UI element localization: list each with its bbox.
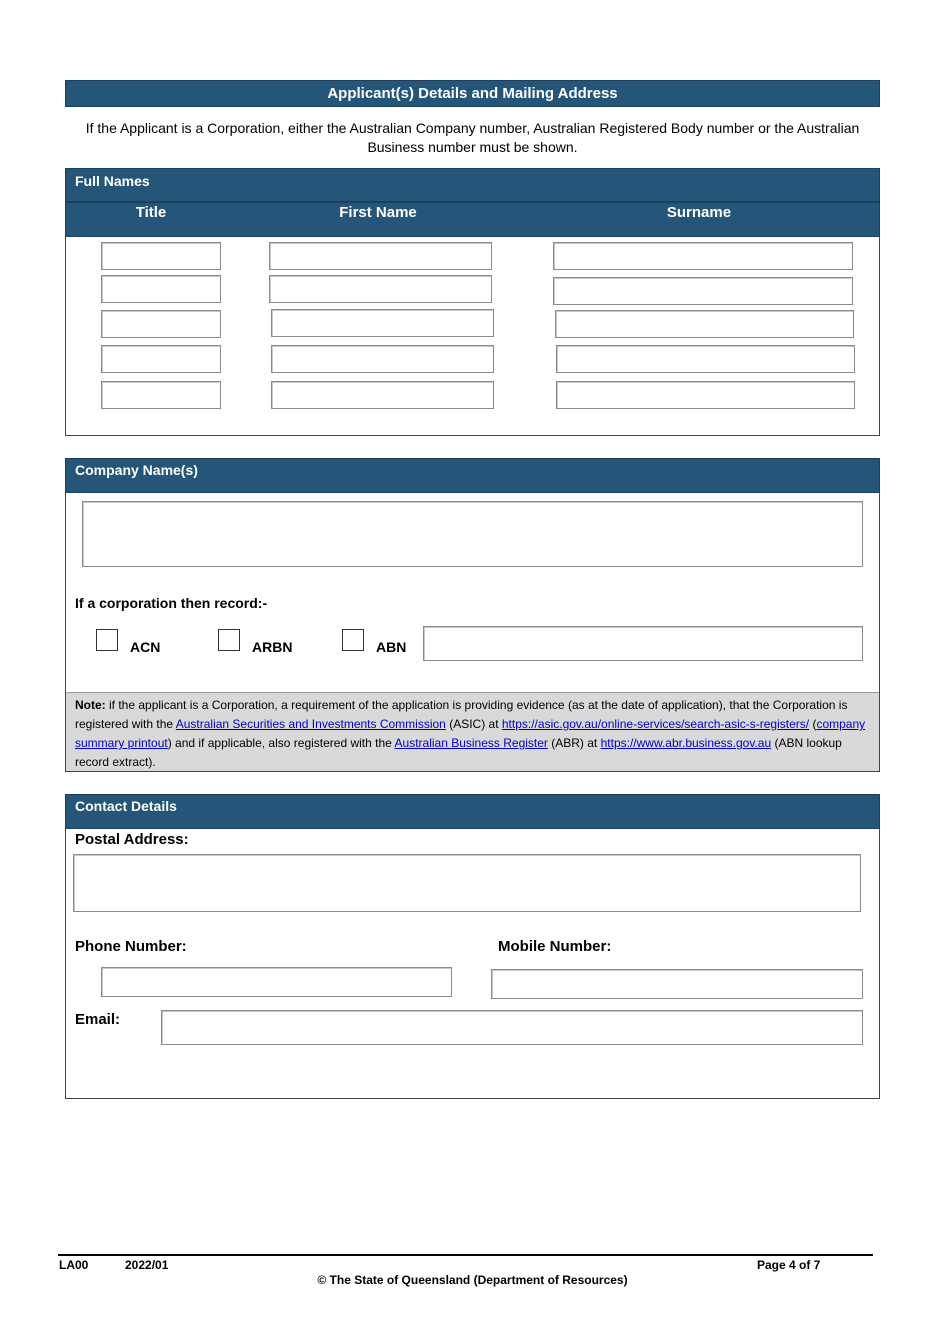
footer-copyright: © The State of Queensland (Department of Resources) [317, 1273, 628, 1287]
postal-address-input[interactable] [73, 854, 861, 912]
phone-number-input[interactable] [101, 967, 452, 997]
surname-input-3[interactable] [555, 310, 854, 338]
title-input-4[interactable] [101, 345, 221, 373]
corporation-number-input[interactable] [423, 626, 863, 661]
abn-checkbox[interactable] [342, 629, 364, 651]
title-input-3[interactable] [101, 310, 221, 338]
arbn-checkbox[interactable] [218, 629, 240, 651]
footer-form-code: LA00 [59, 1258, 89, 1272]
corporation-note: Note: if the applicant is a Corporation, a requirement of the application is providing evidence (as at the date of application), that the Corporation is registered with the Australian Securities and Investments Commission (ASIC) at https://asic.gov.au/online-services/search-asic-s-registers/ (company summary printout) and if applicable, also registered with the Australian Business Register (ABR) at https://www.abr.business.gov.au (ABN lookup record extract). [66, 692, 879, 771]
footer-page-number: Page 4 of 7 [757, 1258, 821, 1272]
column-title: Title [135, 204, 167, 221]
first-name-input-1[interactable] [269, 242, 492, 270]
full-names-heading: Full Names [65, 168, 880, 202]
company-name-input[interactable] [82, 501, 863, 567]
footer-version: 2022/01 [125, 1258, 169, 1272]
section-title: Applicant(s) Details and Mailing Address [65, 80, 880, 107]
abn-label: ABN [376, 639, 407, 655]
mobile-number-input[interactable] [491, 969, 863, 999]
phone-number-label: Phone Number: [75, 938, 187, 955]
arbn-label: ARBN [252, 639, 293, 655]
first-name-input-3[interactable] [271, 309, 494, 337]
column-surname: Surname [666, 204, 732, 221]
abr-link[interactable]: Australian Business Register [394, 736, 548, 750]
company-heading: Company Name(s) [65, 458, 880, 493]
email-input[interactable] [161, 1010, 863, 1045]
surname-input-5[interactable] [556, 381, 855, 409]
intro-text: If the Applicant is a Corporation, either the Australian Company number, Australian Registered Body number or the Australian Business number must be shown. [85, 120, 860, 155]
title-input-5[interactable] [101, 381, 221, 409]
acn-checkbox[interactable] [96, 629, 118, 651]
title-input-2[interactable] [101, 275, 221, 303]
company-summary-link[interactable]: company summary printout [75, 717, 866, 750]
mobile-number-label: Mobile Number: [498, 938, 612, 955]
title-input-1[interactable] [101, 242, 221, 270]
column-first-name: First Name [339, 204, 417, 221]
first-name-input-2[interactable] [269, 275, 492, 303]
surname-input-4[interactable] [556, 345, 855, 373]
surname-input-1[interactable] [553, 242, 853, 270]
first-name-input-4[interactable] [271, 345, 494, 373]
first-name-input-5[interactable] [271, 381, 494, 409]
asic-register-url-link[interactable]: https://asic.gov.au/online-services/search-asic-s-registers/ [501, 717, 810, 731]
footer-rule [58, 1254, 873, 1256]
surname-input-2[interactable] [553, 277, 853, 305]
acn-label: ACN [130, 639, 161, 655]
asic-link[interactable]: Australian Securities and Investments Commission [175, 717, 446, 731]
postal-address-label: Postal Address: [75, 831, 189, 848]
contact-heading: Contact Details [65, 794, 880, 829]
abr-url-link[interactable]: https://www.abr.business.gov.au [600, 736, 772, 750]
email-label: Email: [75, 1011, 121, 1028]
corporation-prompt: If a corporation then record:- [75, 595, 268, 611]
